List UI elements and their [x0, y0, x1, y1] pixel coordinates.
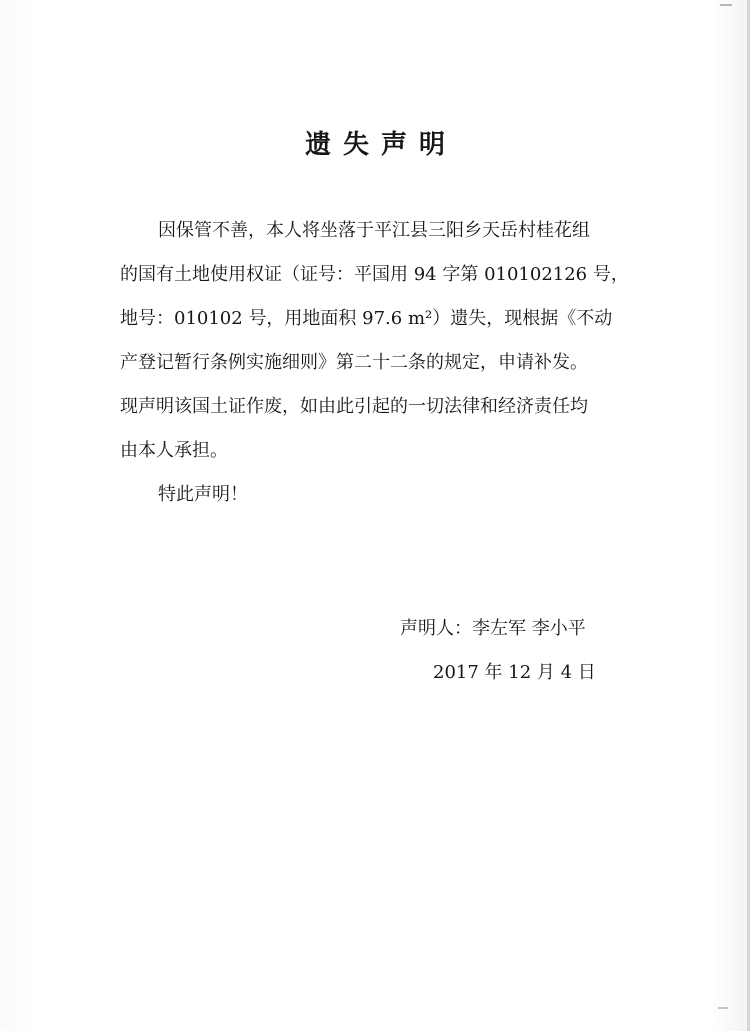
- scan-mark-top: [720, 4, 732, 6]
- body-line-4: 产登记暂行条例实施细则》第二十二条的规定，申请补发。: [120, 352, 588, 373]
- body-line-1: 因保管不善，本人将坐落于平江县三阳乡天岳村桂花组: [158, 220, 590, 241]
- body-line-3: 地号：010102 号，用地面积 97.6 m²）遗失，现根据《不动: [120, 308, 613, 329]
- document-title: 遗失声明: [304, 130, 457, 160]
- declarant-signature: 声明人：李左军 李小平: [400, 618, 586, 639]
- scan-mark-bottom: [718, 1007, 728, 1009]
- body-line-5: 现声明该国土证作废，如由此引起的一切法律和经济责任均: [120, 396, 588, 417]
- closing-statement: 特此声明！: [158, 484, 248, 505]
- declaration-date: 2017 年 12 月 4 日: [433, 662, 596, 683]
- body-line-6: 由本人承担。: [120, 440, 228, 461]
- body-line-2: 的国有土地使用权证（证号：平国用 94 字第 010102126 号，: [120, 264, 629, 285]
